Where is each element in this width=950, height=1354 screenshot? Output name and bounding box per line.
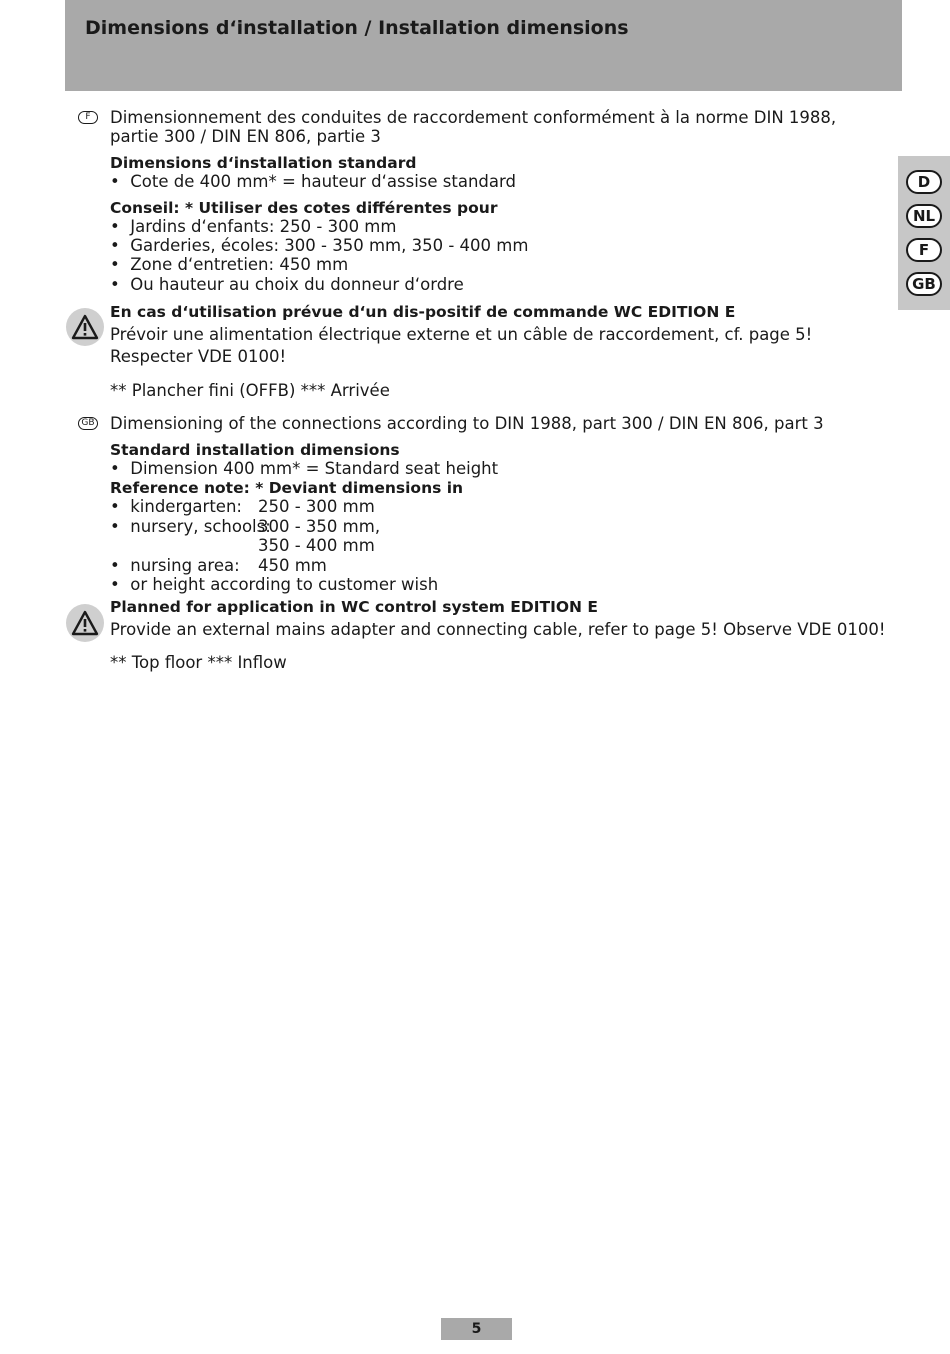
english-dimension-row: • kindergarten: (110, 497, 242, 516)
french-tip-item: • Ou hauteur au choix du donneur d‘ordre (110, 275, 464, 294)
french-tip-heading: Conseil: * Utiliser des cotes différentes pour (110, 199, 498, 217)
english-last-item: • or height according to customer wish (110, 575, 439, 594)
warning-triangle-icon (71, 610, 99, 636)
french-warning-heading: En cas d‘utilisation prévue d‘un dis-positif de commande WC EDITION E (110, 303, 736, 321)
french-tip-item: • Garderies, écoles: 300 - 350 mm, 350 - 400 mm (110, 236, 529, 255)
language-tabs (898, 156, 950, 310)
french-intro-line2: partie 300 / DIN EN 806, partie 3 (110, 127, 381, 146)
english-standard-heading: Standard installation dimensions (110, 441, 400, 459)
language-badge-nl: NL (906, 204, 942, 228)
language-badge-d: D (906, 170, 942, 194)
french-standard-item: • Cote de 400 mm* = hauteur d‘assise standard (110, 172, 516, 191)
english-dimension-value: 450 mm (258, 556, 327, 575)
french-tip-item: • Zone d‘entretien: 450 mm (110, 255, 349, 274)
warning-triangle-icon (71, 314, 99, 340)
header-bar (65, 0, 902, 91)
english-dimension-row: • nursery, schools: (110, 517, 271, 536)
warning-icon (66, 604, 104, 642)
french-footnote: ** Plancher fini (OFFB) *** Arrivée (110, 381, 390, 400)
french-warning-line2: Respecter VDE 0100! (110, 347, 287, 366)
english-intro: Dimensioning of the connections according to DIN 1988, part 300 / DIN EN 806, part 3 (110, 414, 824, 433)
french-language-marker: F (78, 111, 98, 124)
warning-icon (66, 308, 104, 346)
french-tip-item: • Jardins d‘enfants: 250 - 300 mm (110, 217, 397, 236)
english-dimension-value: 250 - 300 mm (258, 497, 375, 516)
english-dimension-row: • nursing area: (110, 556, 240, 575)
french-warning-line1: Prévoir une alimentation électrique externe et un câble de raccordement, cf. page 5! (110, 325, 813, 344)
page-number: 5 (441, 1318, 512, 1340)
language-badge-f: F (906, 238, 942, 262)
english-warning-heading: Planned for application in WC control system EDITION E (110, 598, 598, 616)
english-dimension-value: 300 - 350 mm, (258, 517, 381, 536)
page-title: Dimensions d‘installation / Installation dimensions (85, 17, 629, 39)
english-standard-item: • Dimension 400 mm* = Standard seat height (110, 459, 499, 478)
english-reference-heading: Reference note: * Deviant dimensions in (110, 479, 464, 497)
english-language-marker: GB (78, 417, 98, 430)
english-dimension-value: 350 - 400 mm (258, 536, 375, 555)
french-standard-heading: Dimensions d‘installation standard (110, 154, 417, 172)
english-warning-line: Provide an external mains adapter and connecting cable, refer to page 5! Observe VDE 0100! (110, 620, 886, 639)
english-footnote: ** Top floor *** Inflow (110, 653, 287, 672)
language-badge-gb: GB (906, 272, 942, 296)
french-intro-line1: Dimensionnement des conduites de raccordement conformément à la norme DIN 1988, (110, 108, 837, 127)
